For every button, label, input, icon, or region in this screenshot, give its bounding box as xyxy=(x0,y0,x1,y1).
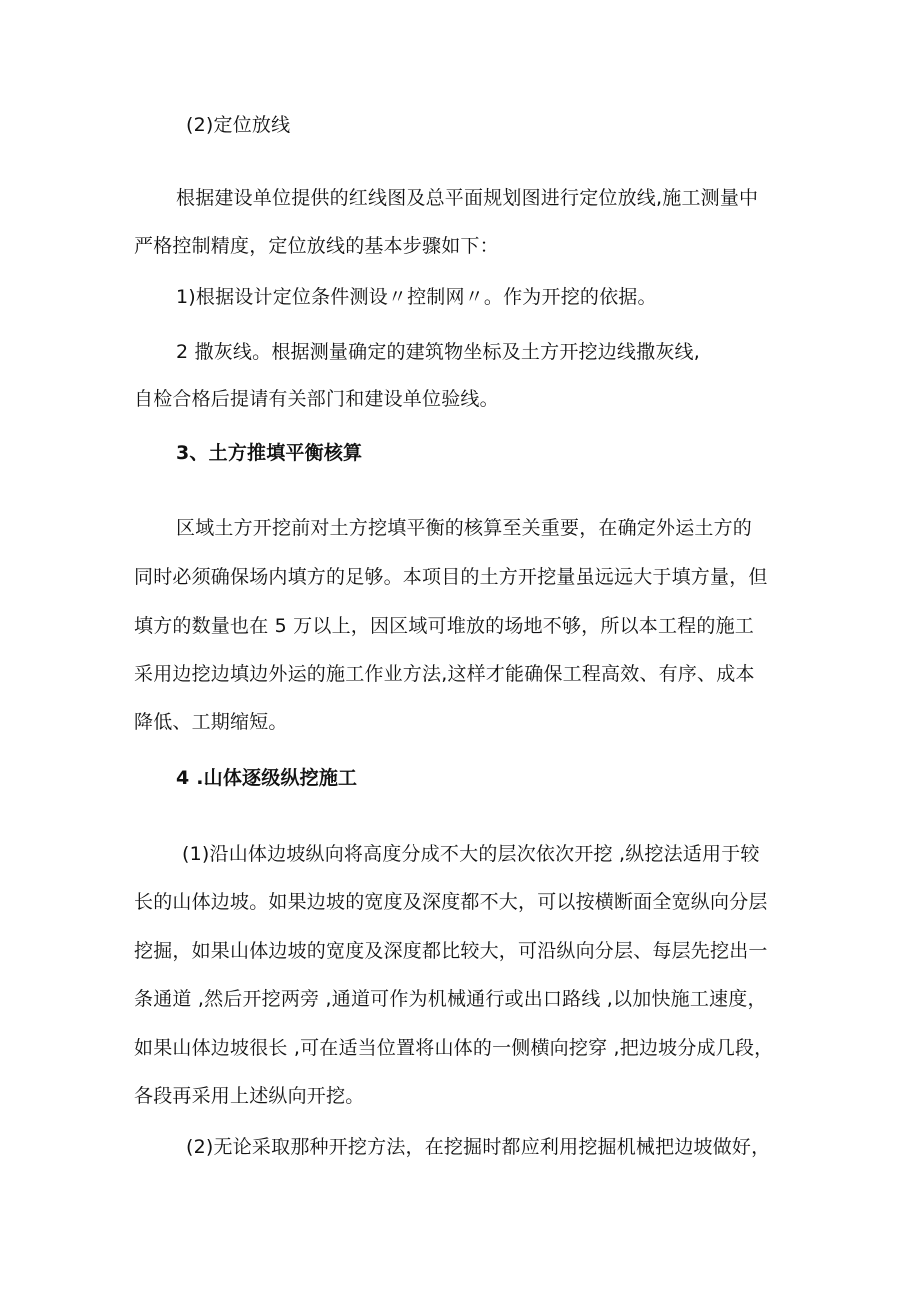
paragraph-line: 采用边挖边填边外运的施工作业方法,这样才能确保工程高效、有序、成本 xyxy=(134,663,755,685)
paragraph-line: 挖掘，如果山体边坡的宽度及深度都比较大，可沿纵向分层、每层先挖出一 xyxy=(134,940,768,962)
paragraph-line: 根据建设单位提供的红线图及总平面规划图进行定位放线,施工测量中 xyxy=(176,187,759,209)
paragraph-line: 长的山体边坡。如果边坡的宽度及深度都不大，可以按横断面全宽纵向分层 xyxy=(134,891,768,913)
paragraph-line: 区域土方开挖前对土方挖填平衡的核算至关重要，在确定外运土方的 xyxy=(176,517,753,539)
paragraph-line: 严格控制精度，定位放线的基本步骤如下： xyxy=(134,235,499,257)
step-item-1: 1)根据设计定位条件测设〃控制网〃。作为开挖的依据。 xyxy=(176,286,657,308)
paragraph-line: 如果山体边坡很长 ,可在适当位置将山体的一侧横向挖穿 ,把边坡分成几段， xyxy=(134,1037,774,1059)
paragraph-line: (2)无论采取那种开挖方法，在挖掘时都应利用挖掘机械把边坡做好， xyxy=(186,1136,771,1158)
paragraph-line: 降低、工期缩短。 xyxy=(134,711,288,733)
paragraph-line: 同时必须确保场内填方的足够。本项目的土方开挖量虽远远大于填方量，但 xyxy=(134,566,768,588)
step-item-2: 2 撒灰线。根据测量确定的建筑物坐标及土方开挖边线撒灰线, xyxy=(176,341,700,363)
paragraph-line: 条通道 ,然后开挖两旁 ,通道可作为机械通行或出口路线 ,以加快施工速度， xyxy=(134,988,767,1010)
paragraph-line: 各段再采用上述纵向开挖。 xyxy=(134,1085,365,1107)
paragraph-line: 填方的数量也在 5 万以上，因区域可堆放的场地不够，所以本工程的施工 xyxy=(134,615,754,637)
section-heading-4: 4 .山体逐级纵挖施工 xyxy=(176,767,358,789)
section-heading-3: 3、土方推填平衡核算 xyxy=(176,442,363,464)
paragraph-line: (1)沿山体边坡纵向将高度分成不大的层次依次开挖 ,纵挖法适用于较 xyxy=(182,843,760,865)
paragraph-line: 自检合格后提请有关部门和建设单位验线。 xyxy=(134,388,499,410)
section-title-positioning: (2)定位放线 xyxy=(186,114,291,136)
